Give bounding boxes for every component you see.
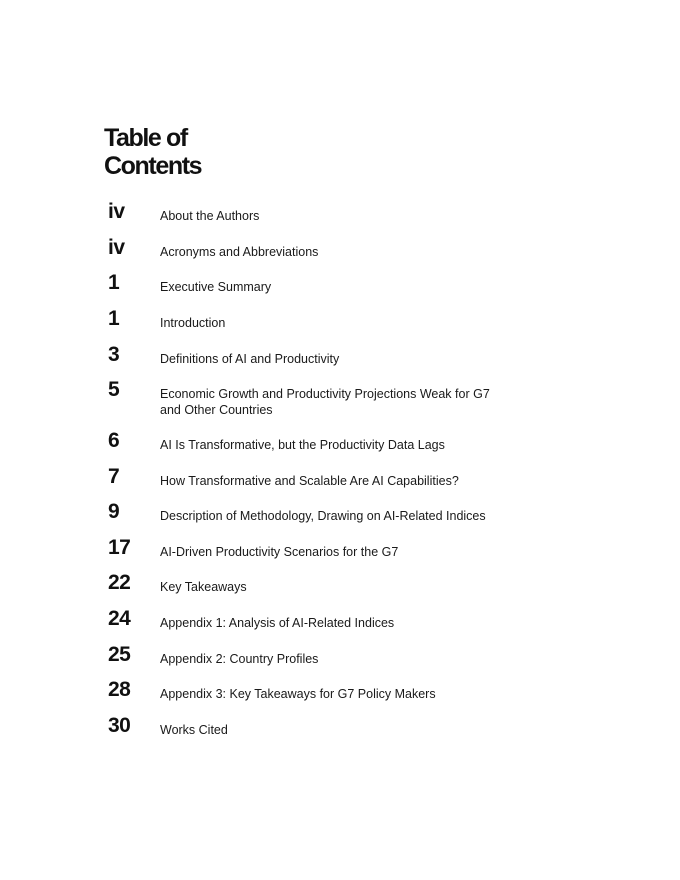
toc-entry-label: Acronyms and Abbreviations	[160, 245, 319, 259]
toc-page-number: 1	[108, 271, 120, 294]
title-line-2: Contents	[104, 152, 202, 180]
toc-page-number: 9	[108, 500, 120, 523]
toc-entry-label: Definitions of AI and Productivity	[160, 352, 340, 366]
toc-page-number: 24	[108, 607, 131, 630]
toc-entry-label: Key Takeaways	[160, 580, 247, 594]
toc-page-number: 7	[108, 465, 120, 488]
toc-page-number: 30	[108, 714, 131, 737]
toc-entry-label: AI Is Transformative, but the Productivity Data Lags	[160, 438, 445, 452]
toc-page-number: 5	[108, 378, 120, 401]
toc-page-number: 6	[108, 429, 120, 452]
toc-entry-label: Executive Summary	[160, 280, 272, 294]
toc-entry-label: Description of Methodology, Drawing on AI-Related Indices	[160, 509, 486, 523]
toc-entry-label: How Transformative and Scalable Are AI Capabilities?	[160, 474, 459, 488]
toc-page-number: iv	[108, 200, 125, 223]
toc-page-number: 17	[108, 536, 131, 559]
toc-entry-label: Economic Growth and Productivity Projections Weak for G7 and Other Countries	[160, 387, 490, 417]
toc-page-number: iv	[108, 236, 125, 259]
toc-entry-label: Introduction	[160, 316, 226, 330]
toc-entry-label: About the Authors	[160, 209, 260, 223]
title-line-1: Table of	[104, 124, 187, 152]
toc-entry-label: Appendix 1: Analysis of AI-Related Indices	[160, 616, 395, 630]
toc-page-number: 28	[108, 678, 131, 701]
toc-page-number: 22	[108, 571, 131, 594]
toc-page-number: 3	[108, 343, 120, 366]
toc-entry-label: Appendix 3: Key Takeaways for G7 Policy Makers	[160, 687, 436, 701]
toc-entry-label: AI-Driven Productivity Scenarios for the G7	[160, 545, 399, 559]
toc-page-number: 25	[108, 643, 131, 666]
toc-entry-label: Appendix 2: Country Profiles	[160, 652, 319, 666]
toc-entry-label: Works Cited	[160, 723, 228, 737]
toc-page-number: 1	[108, 307, 120, 330]
